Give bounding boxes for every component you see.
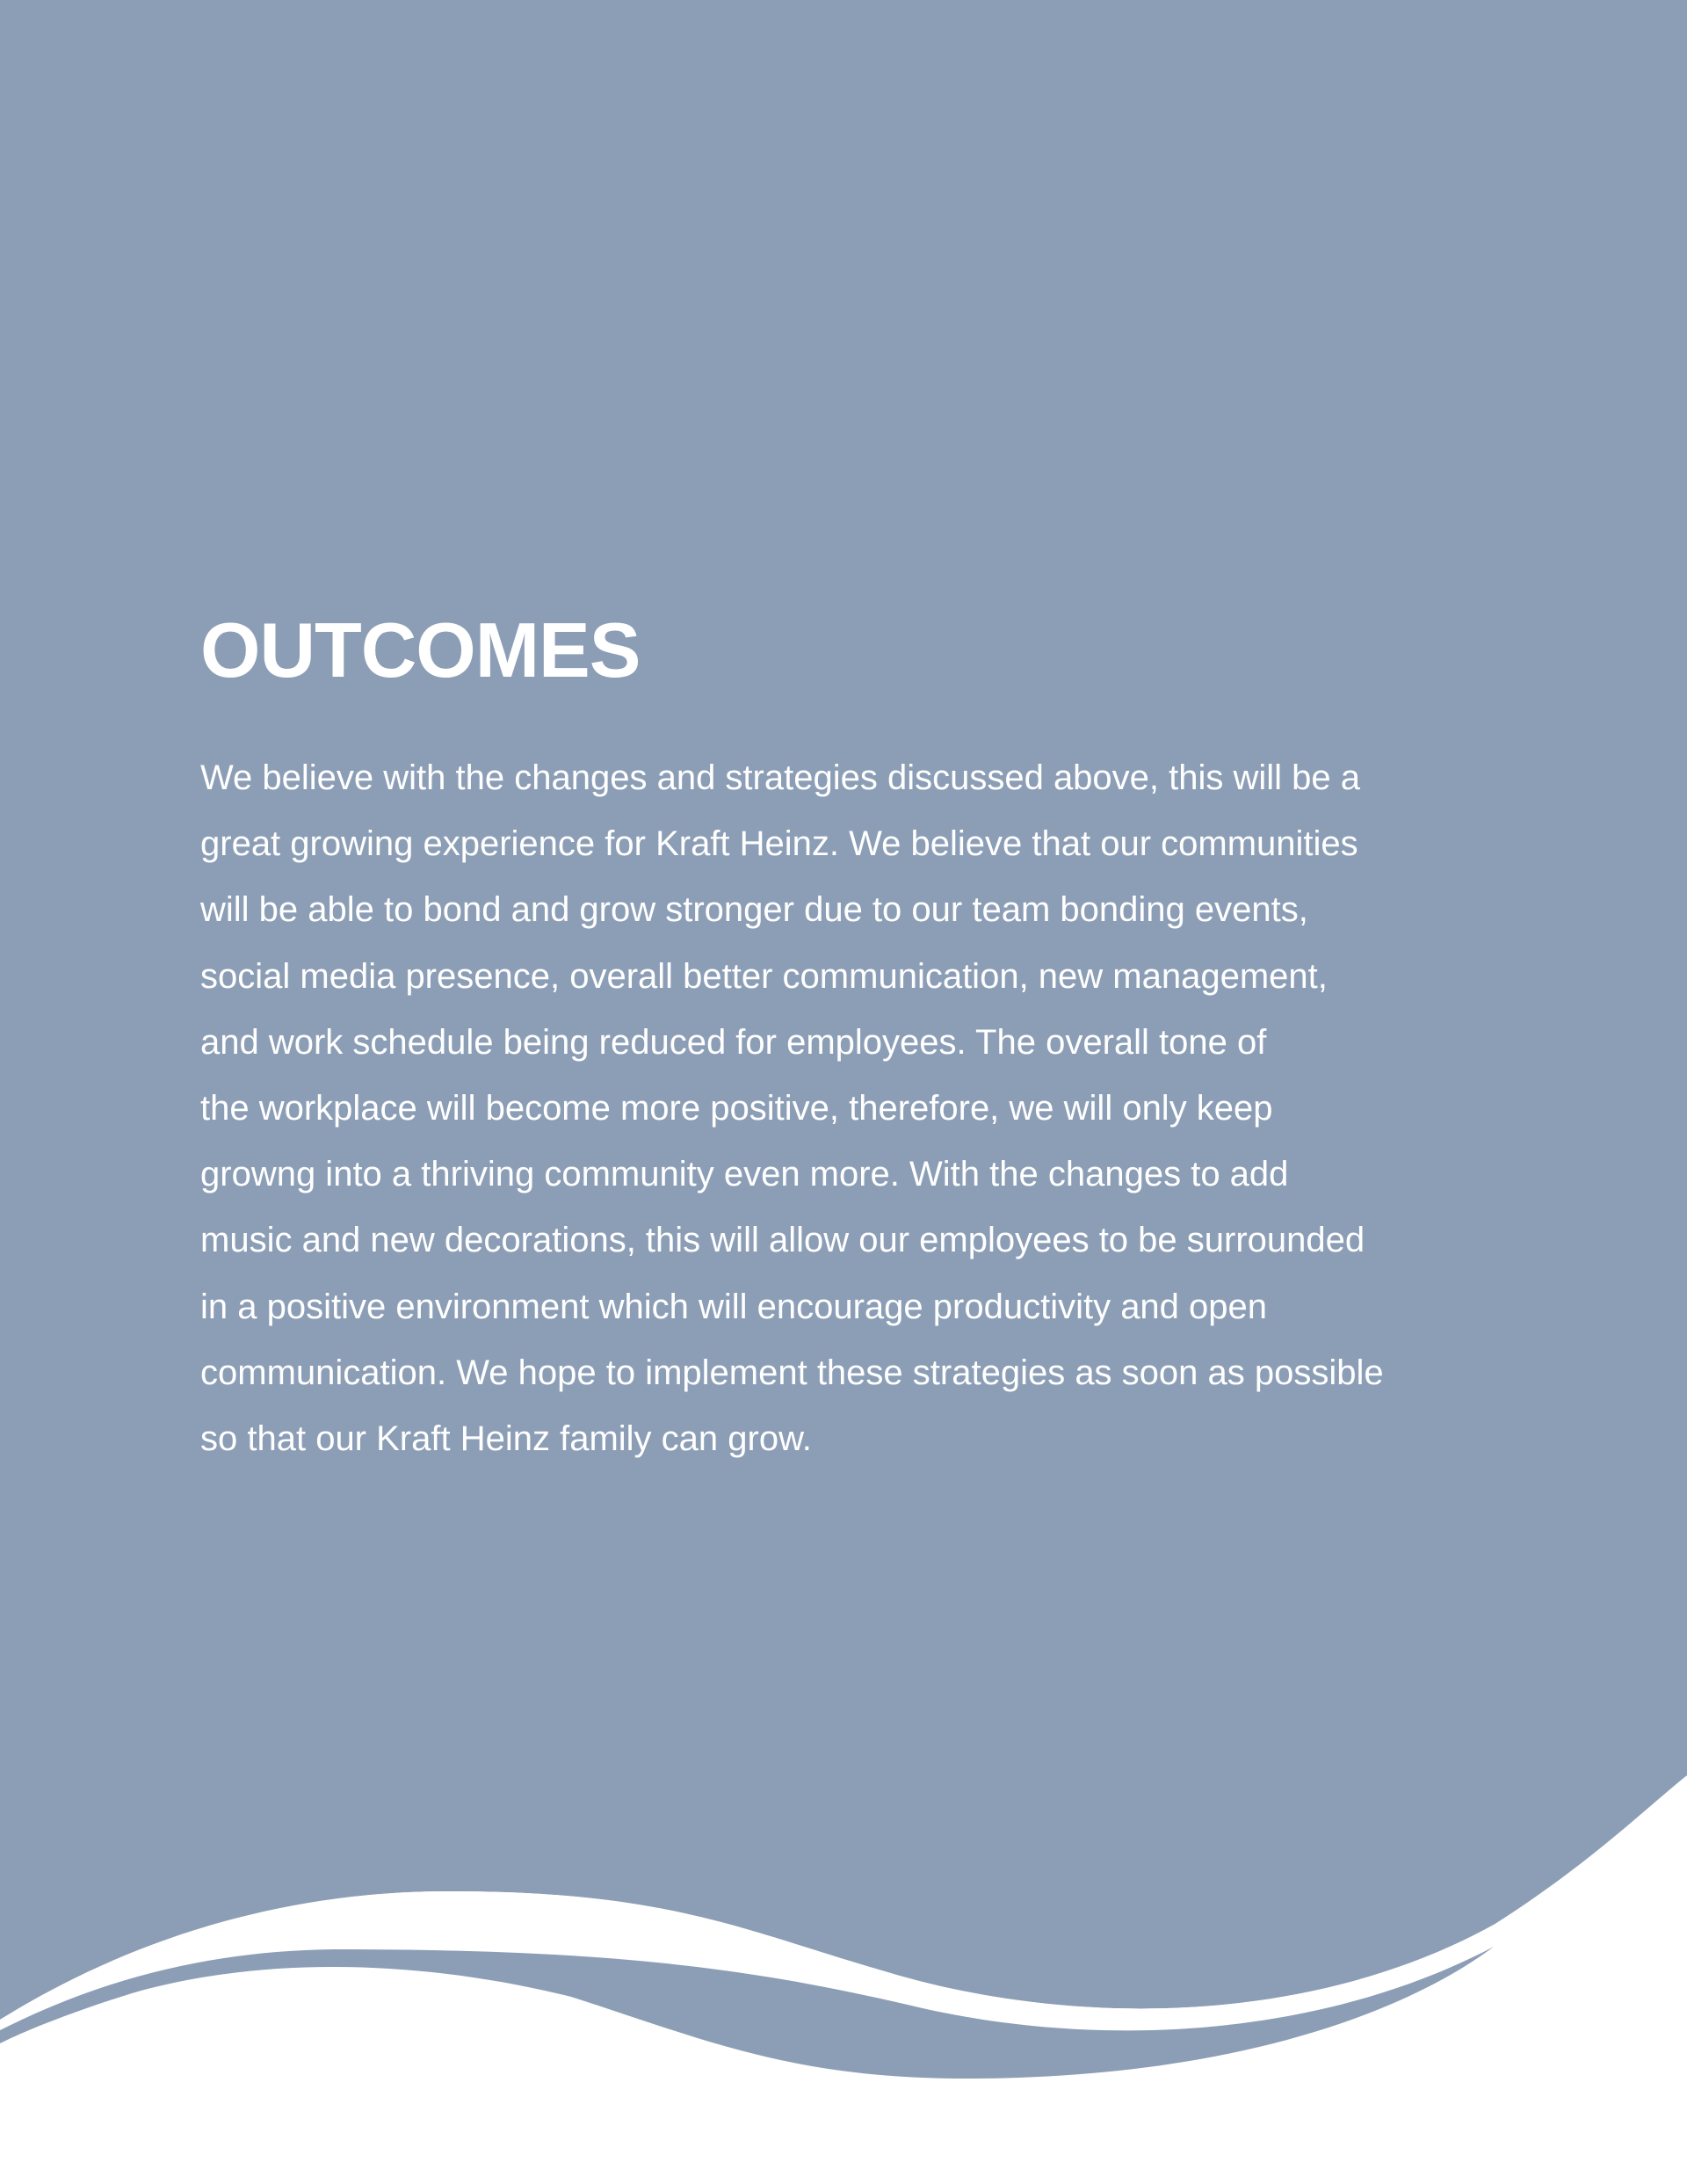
paragraph-line: the workplace will become more positive, therefore, we will only keep <box>200 1089 1273 1128</box>
section-heading: OUTCOMES <box>200 606 641 693</box>
paragraph-line: and work schedule being reduced for employees. The overall tone of <box>200 1022 1267 1062</box>
body-paragraph <box>200 745 1536 1472</box>
paragraph-line: We believe with the changes and strategies discussed above, this will be a <box>200 758 1361 797</box>
paragraph-line: music and new decorations, this will allow our employees to be surrounded <box>200 1221 1365 1260</box>
paragraph-line: growng into a thriving community even more. With the changes to add <box>200 1155 1289 1194</box>
paragraph-line: great growing experience for Kraft Heinz. We believe that our communities <box>200 824 1358 864</box>
paragraph-line: will be able to bond and grow stronger due to our team bonding events, <box>200 890 1308 930</box>
paragraph-line: so that our Kraft Heinz family can grow. <box>200 1419 812 1459</box>
paragraph-line: social media presence, overall better communication, new management, <box>200 956 1328 996</box>
paragraph-line: communication. We hope to implement these strategies as soon as possible <box>200 1353 1384 1392</box>
paragraph-line: in a positive environment which will encourage productivity and open <box>200 1287 1268 1326</box>
